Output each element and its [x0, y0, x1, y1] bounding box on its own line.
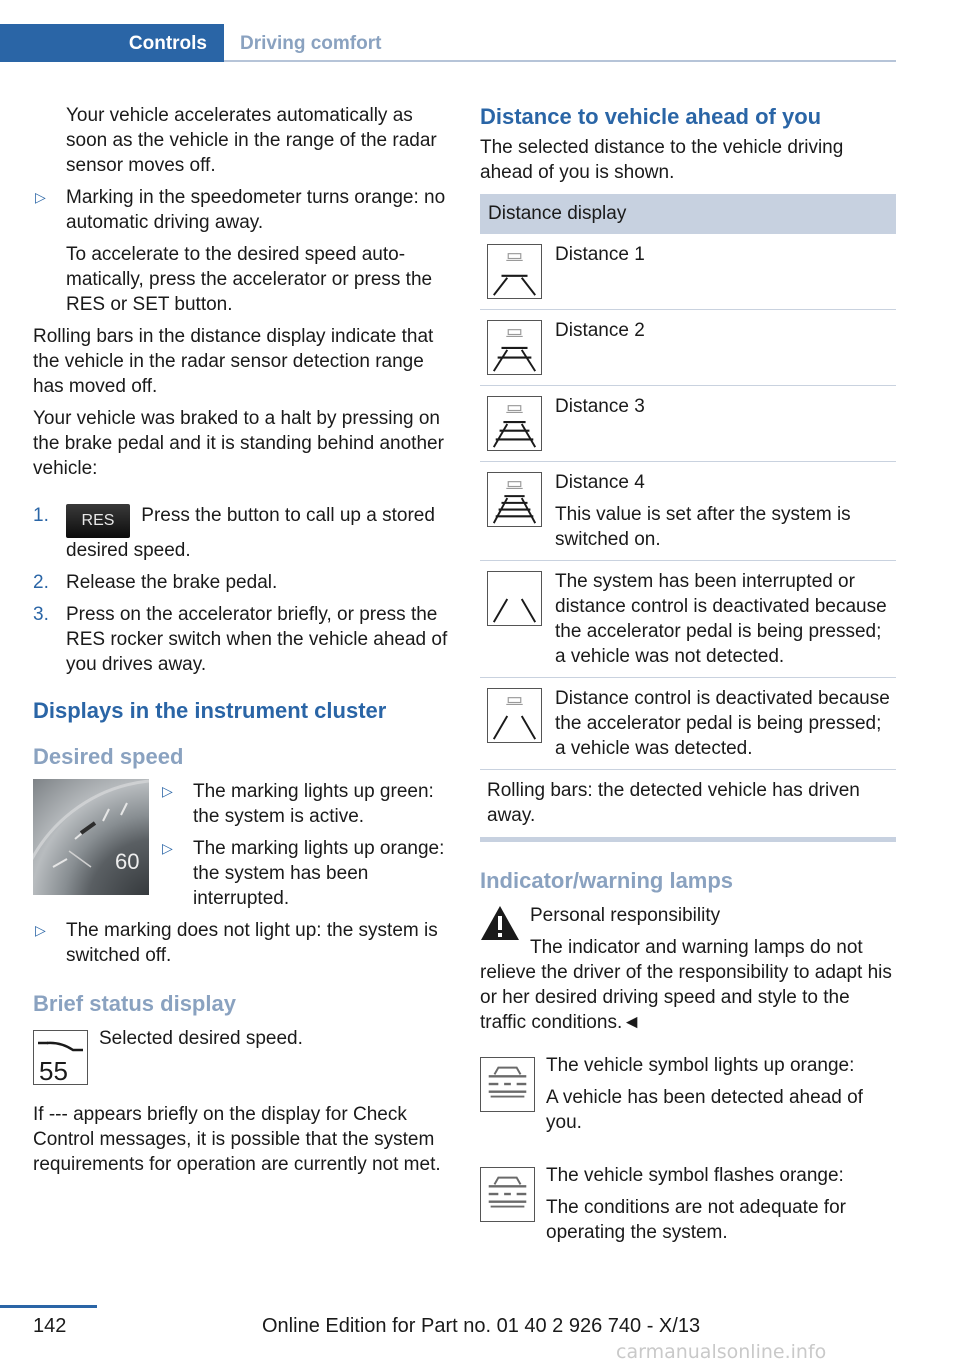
heading-indicator-warning-lamps: Indicator/warning lamps — [480, 868, 734, 893]
left-column — [33, 103, 448, 1184]
row-text: Distance 3 — [555, 396, 645, 417]
header-tab-driving-comfort: Driving comfort — [240, 32, 382, 54]
step-number: 3. — [33, 604, 49, 625]
paragraph-rolling-bars: Rolling bars in the distance display indicate that the vehicle in the radar sensor detection range has moved off. — [33, 326, 434, 397]
table-row-distance-3 — [480, 386, 896, 462]
vehicle-detected-icon — [480, 1057, 535, 1112]
bullet-triangle-icon: ▷ — [162, 840, 173, 856]
desired-speed-block — [33, 779, 448, 968]
res-button-icon: RES — [66, 504, 130, 538]
distance-4-icon — [487, 472, 542, 527]
paragraph-braked-halt: Your vehicle was braked to a halt by pressing on the brake pedal and it is standing behind another vehicle: — [33, 408, 444, 479]
table-row-distance-1 — [480, 234, 896, 310]
bullet-text: The marking lights up orange: the system has been interrupted. — [193, 838, 445, 909]
brief-status-text: Selected desired speed. — [99, 1028, 303, 1049]
bullet-orange — [160, 836, 448, 911]
bullet-text: The marking lights up green: the system is active. — [193, 781, 434, 827]
heading-distance-vehicle-ahead: Distance to vehicle ahead of you — [480, 104, 822, 129]
bullet-subtext: To accelerate to the desired speed automatically, press the accelerator or press the RES or SET button. — [66, 244, 433, 315]
bullet-triangle-icon: ▷ — [35, 189, 46, 205]
warning-personal-responsibility — [480, 903, 896, 1035]
right-column — [480, 103, 896, 1245]
symbol-text-a: The vehicle symbol flashes orange: — [546, 1165, 844, 1186]
speedometer-value: 60 — [115, 849, 140, 874]
step-2 — [33, 570, 448, 595]
heading-displays-instrument-cluster: Displays in the instrument cluster — [33, 698, 387, 723]
step-3 — [33, 602, 448, 677]
edition-text: Online Edition for Part no. 01 40 2 926 740 - X/13 — [262, 1315, 701, 1337]
vehicle-symbol-flashes-orange — [480, 1163, 896, 1245]
distance-3-icon — [487, 396, 542, 451]
watermark: carmanualsonline.info — [616, 1341, 827, 1362]
desired-speed-status-icon — [33, 1030, 88, 1085]
step-text: Release the brake pedal. — [66, 572, 278, 593]
vehicle-flashing-icon — [480, 1167, 535, 1222]
table-row-interrupted — [480, 561, 896, 678]
row-text: Distance 1 — [555, 244, 645, 265]
bullet-triangle-icon: ▷ — [35, 922, 46, 938]
heading-desired-speed: Desired speed — [33, 744, 184, 769]
heading-brief-status: Brief status display — [33, 991, 236, 1016]
distance-1-icon — [487, 244, 542, 299]
table-header: Distance display — [480, 194, 896, 234]
row-text: Distance 4 — [555, 472, 645, 493]
warning-text-rest: relieve the driver of the responsibility to adapt his or her desired driving speed and style to the traffic conditions.◄ — [480, 962, 892, 1033]
symbol-text-a: The vehicle symbol lights up orange: — [546, 1055, 855, 1076]
page-header — [0, 24, 896, 62]
symbol-text-b: The conditions are not adequate for operating the system. — [546, 1197, 846, 1243]
deactivated-vehicle-detected-icon — [487, 688, 542, 743]
table-footer-rolling-bars: Rolling bars: the detected vehicle has driven away. — [480, 770, 896, 842]
warning-triangle-icon — [480, 905, 520, 941]
speedometer-image — [33, 779, 149, 895]
bullet-speedometer-orange — [33, 185, 448, 317]
bullet-green — [160, 779, 448, 829]
step-text: Press the button to call up a stored desired speed. — [66, 505, 435, 561]
warning-title: Personal responsibility — [530, 905, 721, 926]
brief-status-block — [33, 1026, 448, 1088]
bullet-triangle-icon: ▷ — [162, 783, 173, 799]
status-icon-value: 55 — [39, 1056, 68, 1085]
distance-2-icon — [487, 320, 542, 375]
warning-text-line1: The indicator and warning lamps do not — [530, 937, 863, 958]
table-row-distance-2 — [480, 310, 896, 386]
paragraph-auto-accelerate: Your vehicle accelerates automatically as soon as the vehicle in the range of the radar sensor moves off. — [66, 105, 437, 176]
page-number: 142 — [33, 1315, 67, 1337]
bullet-text: The marking does not light up: the system is switched off. — [66, 920, 438, 966]
step-1 — [33, 503, 448, 563]
row-text: The system has been interrupted or distance control is deactivated because the accelerator pedal is being pressed; a vehicle was not detected. — [555, 571, 887, 667]
step-text: Press on the accelerator briefly, or press the RES rocker switch when the vehicle ahead of you drives away. — [66, 604, 448, 675]
row-text: Distance control is deactivated because the accelerator pedal is being pressed; a vehicle was detected. — [555, 688, 890, 759]
footer-accent-line — [0, 1305, 97, 1308]
paragraph-distance: The selected distance to the vehicle driving ahead of you is shown. — [480, 137, 844, 183]
table-row-distance-4 — [480, 462, 896, 561]
paragraph-check-control: If --- appears briefly on the display for Check Control messages, it is possible that the system requirements for operation are currently not met. — [33, 1104, 441, 1175]
symbol-text-b: A vehicle has been detected ahead of you. — [546, 1087, 863, 1133]
step-number: 2. — [33, 572, 49, 593]
row-subtext: This value is set after the system is switched on. — [555, 504, 851, 550]
interrupted-lanes-icon — [487, 571, 542, 626]
bullet-text: Marking in the speedometer turns orange: no automatic driving away. — [66, 187, 446, 233]
step-number: 1. — [33, 505, 49, 526]
bullet-off — [33, 918, 448, 968]
header-tab-controls: Controls — [0, 24, 224, 62]
table-row-deactivated-detected — [480, 678, 896, 770]
speedometer-dial-icon — [33, 779, 149, 895]
row-text: Distance 2 — [555, 320, 645, 341]
vehicle-symbol-lights-orange — [480, 1053, 896, 1151]
